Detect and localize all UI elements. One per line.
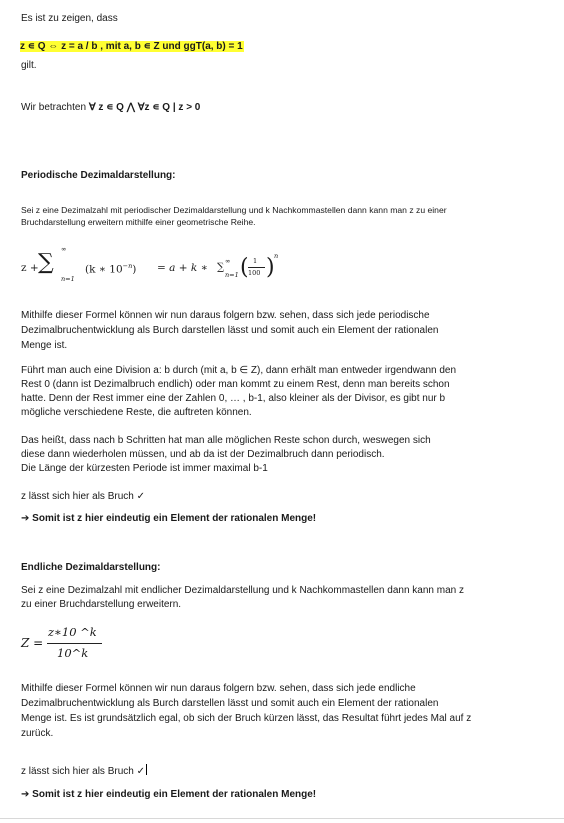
formula-term: (k ∗ $10^{-n}$) [85, 262, 137, 276]
periodic-p1-3: Menge ist. [21, 340, 68, 351]
highlighted-statement: z ∊ Q ⇔ z = a / b , mit a, b ∊ Z und ggT(a, b) = 1 [20, 41, 243, 52]
finite-p1-3: Menge ist. Es ist grundsätzlich egal, ob sich der Bruch kürzen lässt, das Resultat führt jedes Mal auf z [21, 713, 472, 724]
periodic-intro-1: Sei z eine Dezimalzahl mit periodischer Dezimaldarstellung und k Nachkommastellen dann kann man z zu einer [21, 205, 447, 215]
arrow-right-icon: ➔ [21, 513, 30, 524]
finite-lhs: Z = [21, 636, 44, 650]
periodic-p2-1: Führt man auch eine Division a: b durch (mit a, b ∈ Z), dann erhält man entweder irgendwann den [21, 365, 457, 376]
frac-den: 100 [248, 269, 261, 277]
finite-frac-line [47, 643, 102, 644]
periodic-as-fraction: z lässt sich hier als Bruch ✓ [21, 491, 145, 502]
periodic-conclusion: ➔ Somit ist z hier eindeutig ein Element der rationalen Menge! [21, 513, 317, 524]
frac-line [248, 267, 265, 268]
finite-den: 10^k [57, 646, 89, 660]
consider-prefix: Wir betrachten [21, 102, 89, 113]
finite-p1-2: Dezimalbruchentwicklung als Burch darstellen lässt und somit auch ein Element der rationalen [21, 698, 439, 709]
arrow-right-icon: ➔ [21, 789, 30, 800]
periodic-p3-3: Die Länge der kürzesten Periode ist immer maximal b-1 [21, 463, 268, 474]
sum2-symbol: ∑ [217, 262, 225, 273]
finite-formula [21, 624, 141, 666]
finite-as-fraction[interactable]: z lässt sich hier als Bruch ✓ [21, 766, 145, 777]
finite-conclusion: ➔ Somit ist z hier eindeutig ein Element der rationalen Menge! [21, 789, 317, 800]
sum2-upper: ∞ [225, 257, 231, 265]
paren-right: ) [266, 255, 275, 280]
heading-finite: Endliche Dezimaldarstellung: [21, 562, 161, 573]
sum-lower: n=1 [61, 275, 75, 283]
paren-left: ( [240, 255, 249, 280]
periodic-p3-2: diese dann wiederholen müssen, und ab da ist der Dezimalbruch dann periodisch. [21, 449, 385, 460]
intro-line-1: Es ist zu zeigen, dass [21, 13, 118, 24]
sum2-lower: n=1 [225, 271, 239, 279]
heading-periodic: Periodische Dezimaldarstellung: [21, 170, 176, 181]
page-bottom-border [0, 818, 564, 819]
periodic-p1-2: Dezimalbruchentwicklung als Burch darstellen lässt und somit auch ein Element der rationalen [21, 325, 439, 336]
periodic-intro-2: Bruchdarstellung erweitern mithilfe einer geometrische Reihe. [21, 217, 256, 227]
finite-intro-1: Sei z eine Dezimalzahl mit endlicher Dezimaldarstellung und k Nachkommastellen dann kann man z [21, 585, 464, 596]
text-cursor [146, 764, 147, 775]
periodic-p1-1: Mithilfe dieser Formel können wir nun daraus folgern bzw. sehen, dass sich jede periodische [21, 310, 430, 321]
sum-symbol: ∑ [38, 250, 54, 275]
finite-p1-1: Mithilfe dieser Formel können wir nun daraus folgern bzw. sehen, dass sich jede endliche [21, 683, 416, 694]
periodic-p2-4: mögliche verschiedene Reste, die auftreten können. [21, 407, 252, 418]
sum-upper: ∞ [61, 245, 67, 253]
periodic-formula [21, 245, 321, 295]
intro-statement [20, 36, 244, 54]
frac-num: 1 [253, 257, 258, 265]
intro-line-3: gilt. [21, 60, 37, 71]
periodic-p2-3: hatte. Denn der Rest immer eine der Zahlen 0, … , b-1, also kleiner als der Divisor, es gibt nur b [21, 393, 446, 404]
consider-formula: ∀ z ∊ Q ⋀ ∀z ∊ Q | z > 0 [88, 102, 201, 113]
formula-equals: = a + k ∗ [157, 262, 208, 274]
periodic-p2-2: Rest 0 (dann ist Dezimalbruch endlich) oder man kommt zu einem Rest, denn man bereits schon [21, 379, 450, 390]
finite-p1-4: zurück. [21, 728, 54, 739]
consider-line [21, 100, 200, 115]
formula-lhs: z + [21, 262, 39, 274]
outer-exp: n [274, 252, 279, 260]
finite-intro-2: zu einer Bruchdarstellung erweitern. [21, 599, 182, 610]
finite-num: z∗10 ^k [48, 625, 97, 639]
periodic-p3-1: Das heißt, dass nach b Schritten hat man alle möglichen Reste schon durch, weswegen sich [21, 435, 431, 446]
